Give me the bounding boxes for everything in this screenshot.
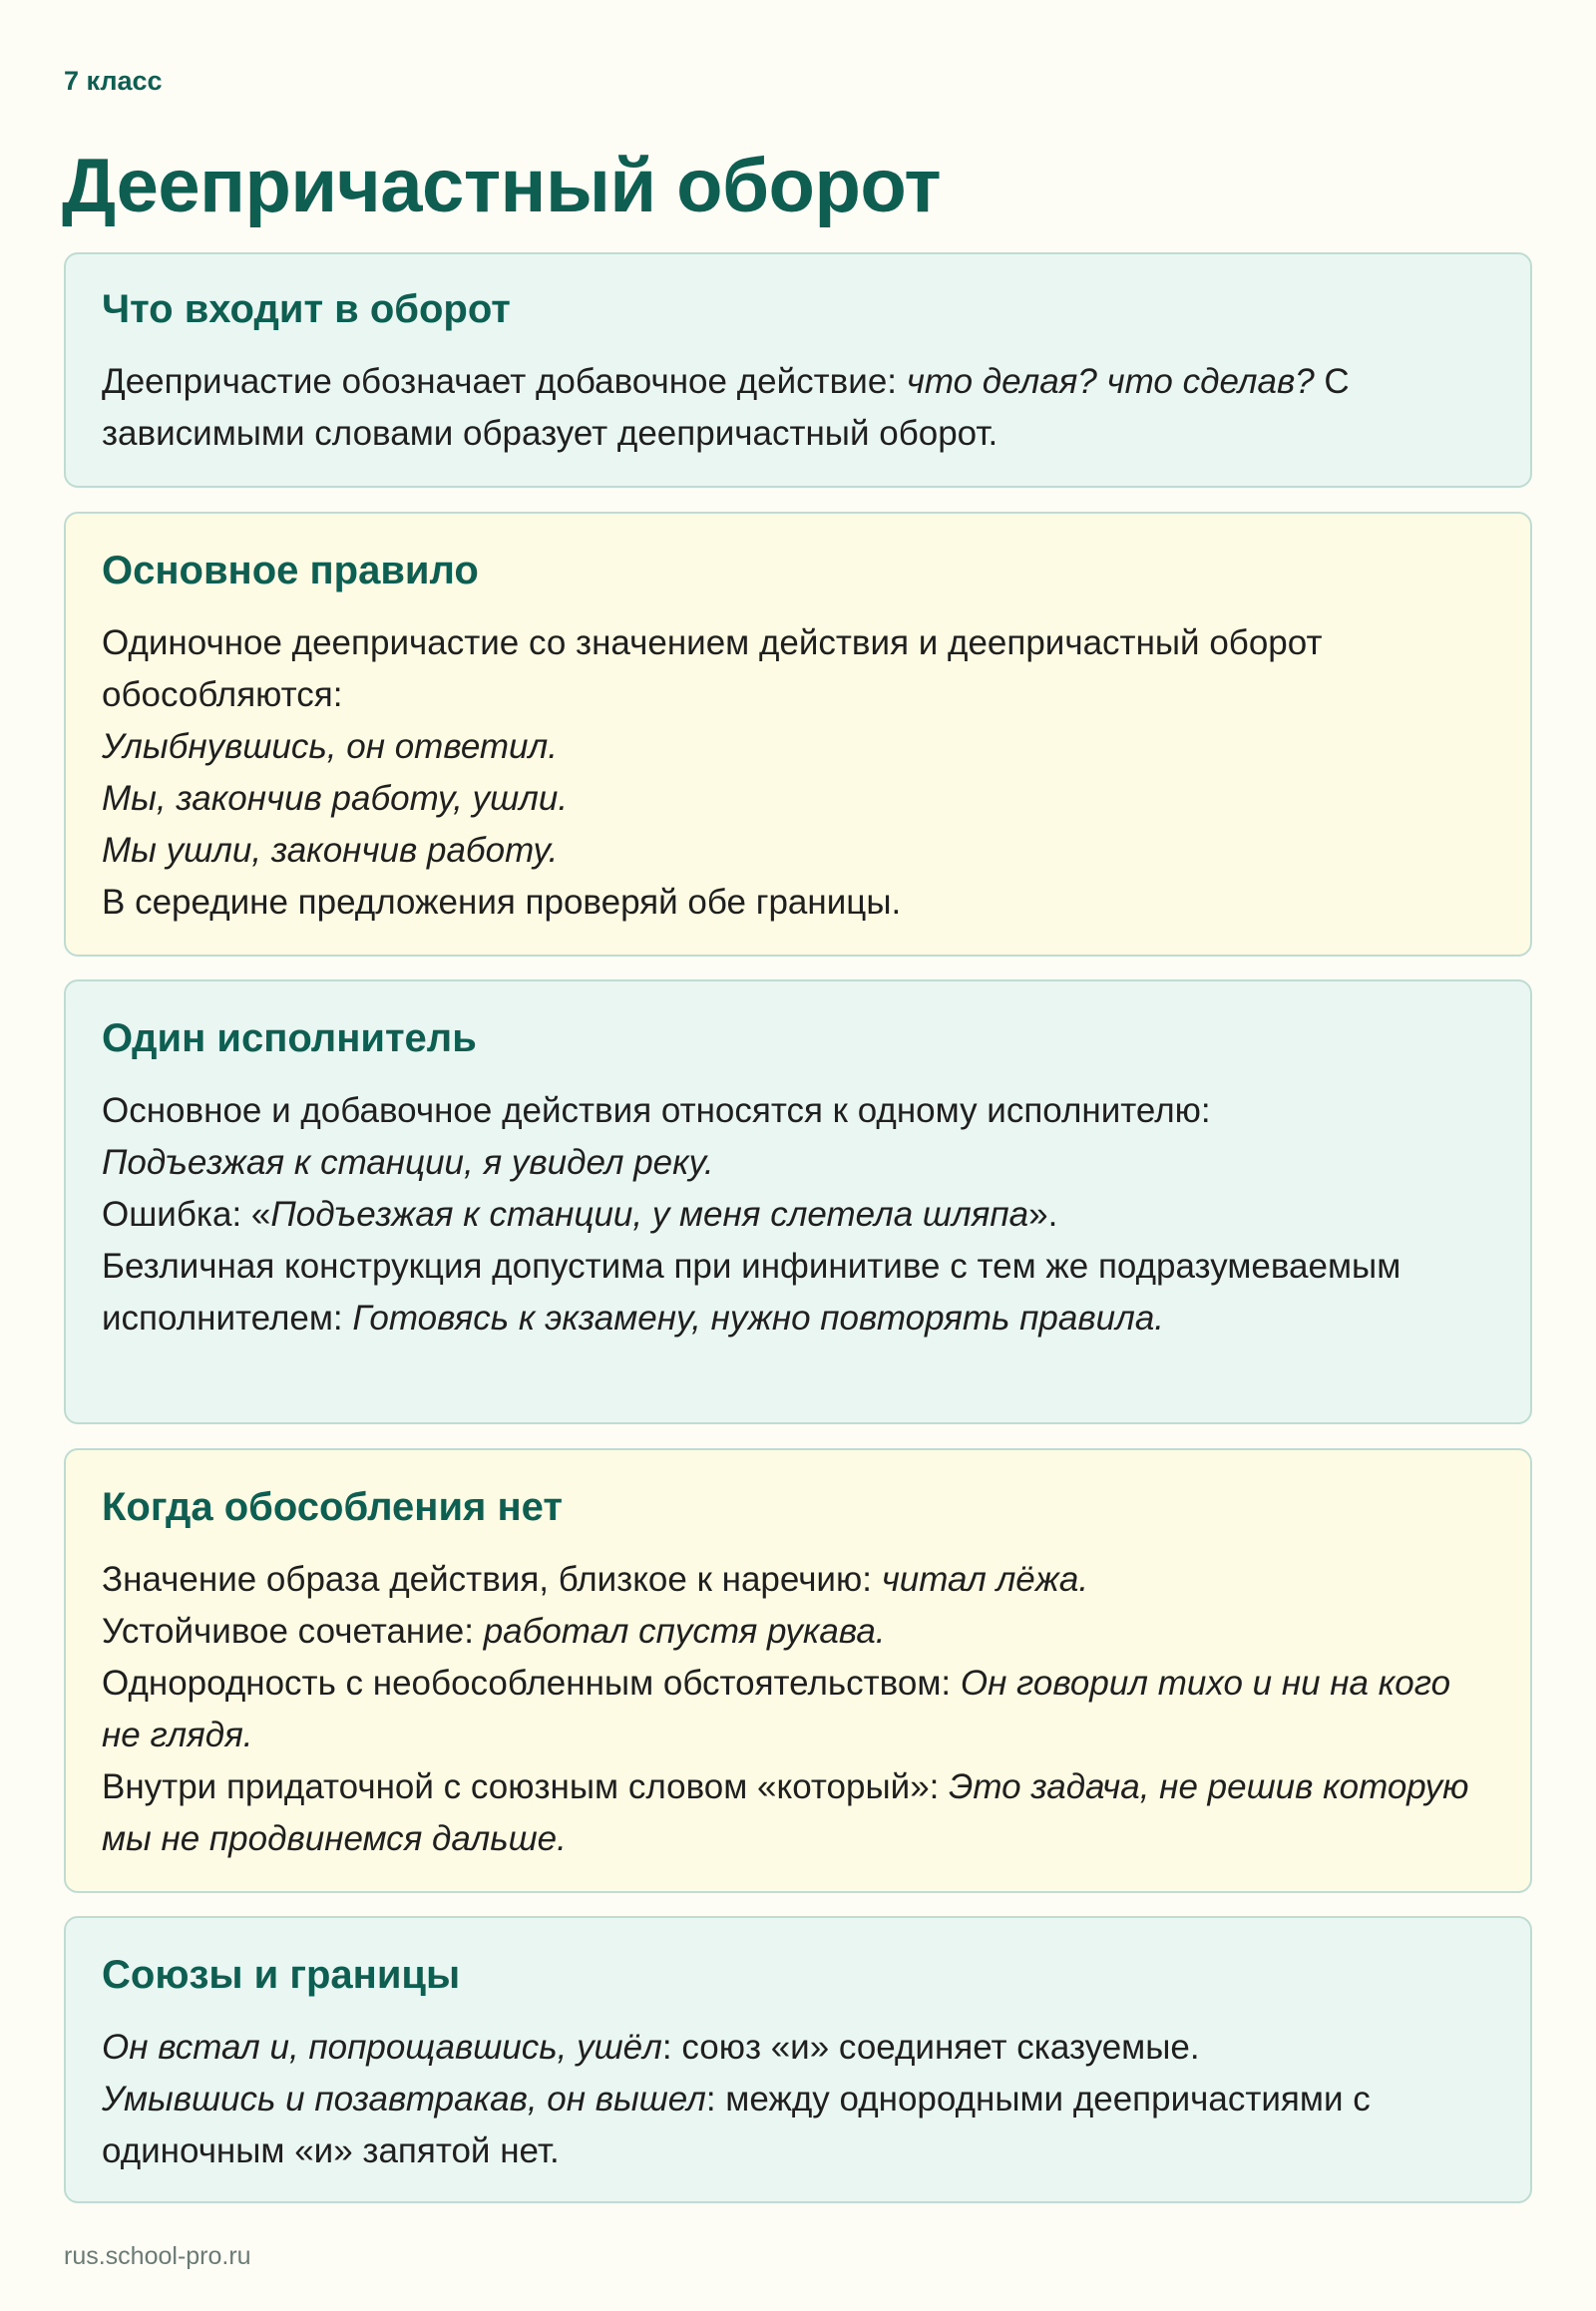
rule-text: В середине предложения проверяй обе границы. bbox=[102, 883, 902, 922]
rule-text: Внутри придаточной с союзным словом «который»: Это задача, не решив которую мы не продвинемся дальше. bbox=[102, 1767, 1469, 1858]
example-sentence: Подъезжая к станции, я увидел реку. bbox=[102, 1143, 714, 1182]
card-title: Когда обособления нет bbox=[102, 1485, 563, 1529]
card-title: Основное правило bbox=[102, 549, 479, 592]
error-example: Ошибка: «Подъезжая к станции, у меня слетела шляпа». bbox=[102, 1195, 1058, 1234]
card-example: что делая? что сделав? bbox=[906, 362, 1315, 401]
footer-site: rus.school-pro.ru bbox=[64, 2242, 251, 2270]
card-title: Союзы и границы bbox=[102, 1953, 461, 1997]
example-sentence: Мы, закончив работу, ушли. bbox=[102, 779, 569, 818]
rule-text: Умывшись и позавтракав, он вышел: между однородными деепричастиями с одиночным «и» запятой нет. bbox=[102, 2080, 1371, 2170]
card-one-performer bbox=[64, 979, 1532, 1424]
rule-text: Однородность с необособленным обстоятельством: Он говорил тихо и ни на кого не глядя. bbox=[102, 1664, 1451, 1754]
page-title: Деепричастный оборот bbox=[62, 144, 942, 228]
example-sentence: Мы ушли, закончив работу. bbox=[102, 831, 559, 870]
rule-text: Значение образа действия, близкое к наречию: читал лёжа. bbox=[102, 1560, 1089, 1599]
card-main-rule bbox=[64, 512, 1532, 957]
grade-label: 7 класс bbox=[64, 66, 163, 96]
card-body bbox=[102, 617, 1494, 929]
card-what-is-included bbox=[64, 252, 1532, 488]
card-body bbox=[102, 1554, 1494, 1865]
rule-text: Безличная конструкция допустима при инфинитиве с тем же подразумеваемым исполнителем: Готовясь к экзамену, нужно повторять правила. bbox=[102, 1247, 1401, 1338]
rule-text: Устойчивое сочетание: работал спустя рукава. bbox=[102, 1612, 886, 1651]
card-title: Один исполнитель bbox=[102, 1016, 477, 1060]
card-no-isolation bbox=[64, 1448, 1532, 1893]
card-conjunctions-borders bbox=[64, 1916, 1532, 2203]
card-body bbox=[102, 1085, 1494, 1345]
card-title: Что входит в оборот bbox=[102, 287, 511, 331]
card-text: Деепричастие обозначает добавочное действие: bbox=[102, 362, 907, 401]
rule-text: Одиночное деепричастие со значением действия и деепричастный оборот обособляются: bbox=[102, 623, 1323, 714]
rule-text: Основное и добавочное действия относятся к одному исполнителю: bbox=[102, 1091, 1211, 1130]
rule-text: Он встал и, попрощавшись, ушёл: союз «и» соединяет сказуемые. bbox=[102, 2028, 1200, 2067]
card-text: С зависимыми словами образует деепричастный оборот. bbox=[102, 362, 1350, 453]
card-body bbox=[102, 356, 1494, 460]
card-body bbox=[102, 2022, 1494, 2177]
example-sentence: Улыбнувшись, он ответил. bbox=[102, 727, 558, 766]
